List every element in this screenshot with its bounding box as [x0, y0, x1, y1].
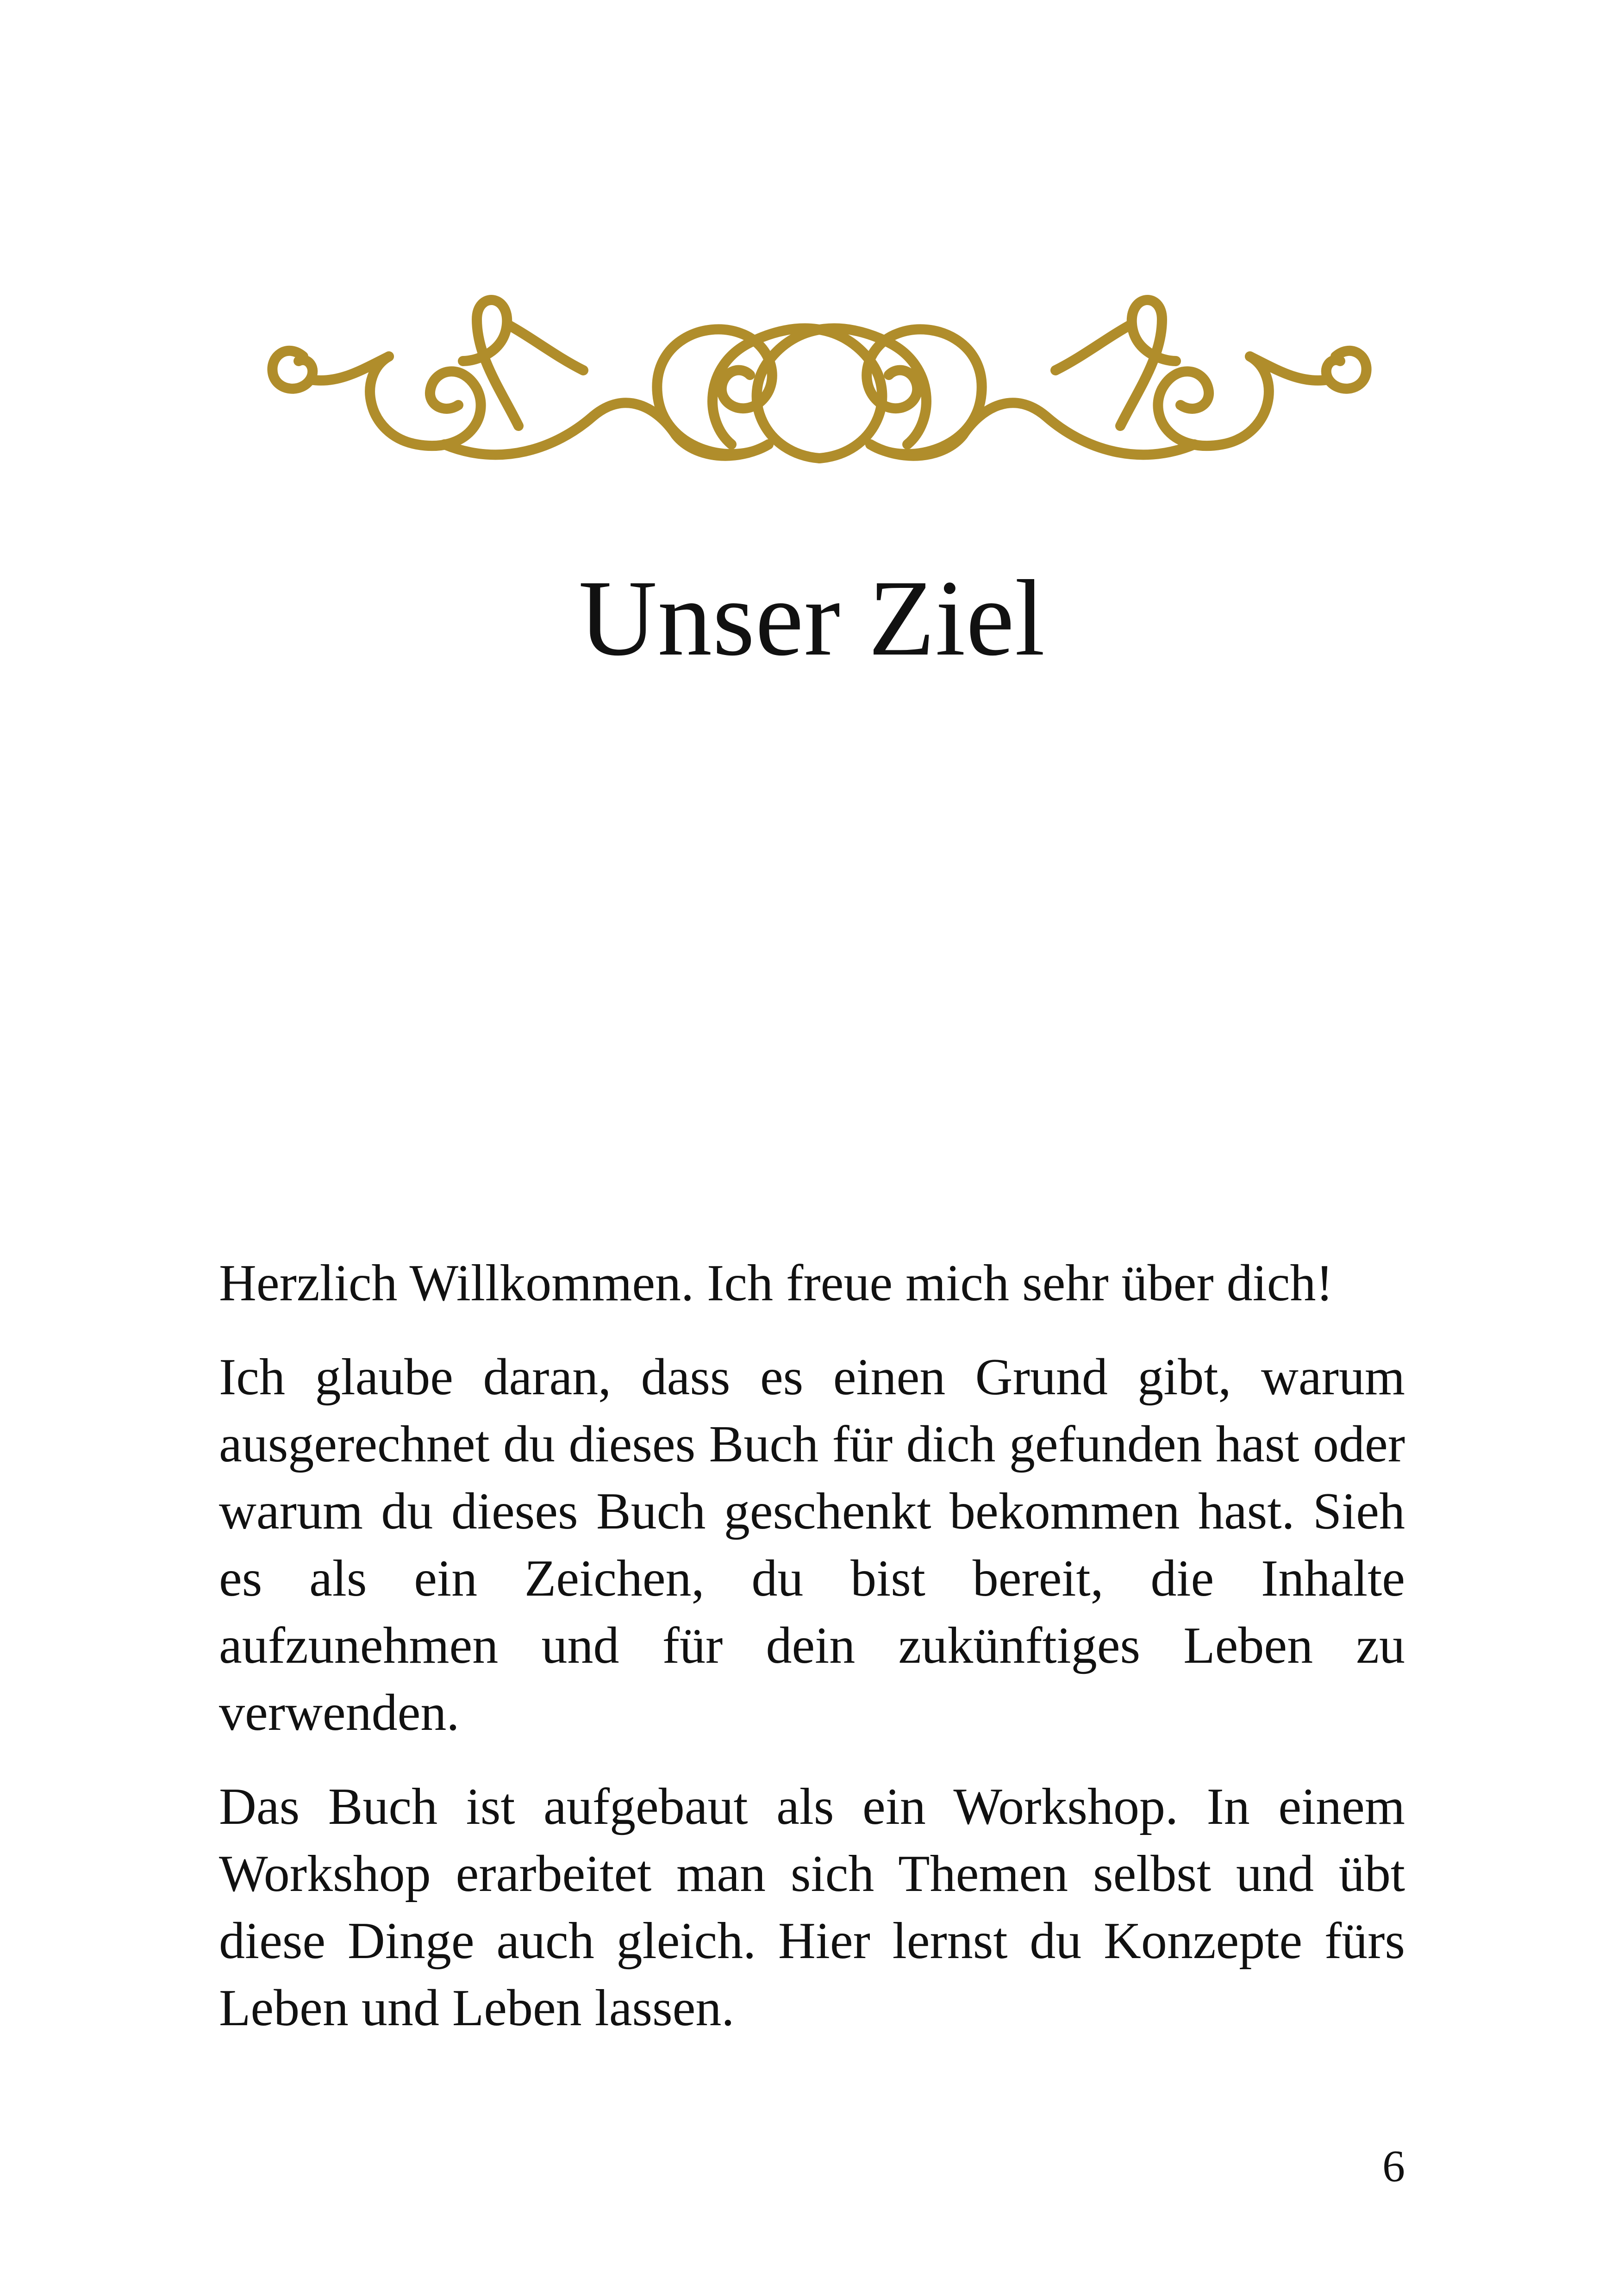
body-text [219, 1250, 1405, 2069]
paragraph-welcome: Herzlich Willkommen. Ich freue mich sehr über dich! [219, 1254, 1333, 1312]
paragraph-workshop: Das Buch ist aufgebaut als ein Workshop. In einem Workshop erarbeitet man sich Themen selbst und übt diese Dinge auch gleich. Hier lernst du Konzepte fürs Leben und Leben lassen. [219, 1778, 1405, 2037]
flourish-ornament-icon [259, 250, 1380, 468]
paragraph-reason: Ich glaube daran, dass es einen Grund gibt, warum ausgerechnet du dieses Buch für dich gefunden hast oder warum du dieses Buch geschenkt bekommen hast. Sieh es als ein Zeichen, du bist bereit, die Inhalte aufzunehmen und für dein zukünftiges Leben zu verwenden. [219, 1348, 1405, 1741]
page-number: 6 [1382, 2141, 1405, 2191]
page-title: Unser Ziel [578, 558, 1046, 678]
